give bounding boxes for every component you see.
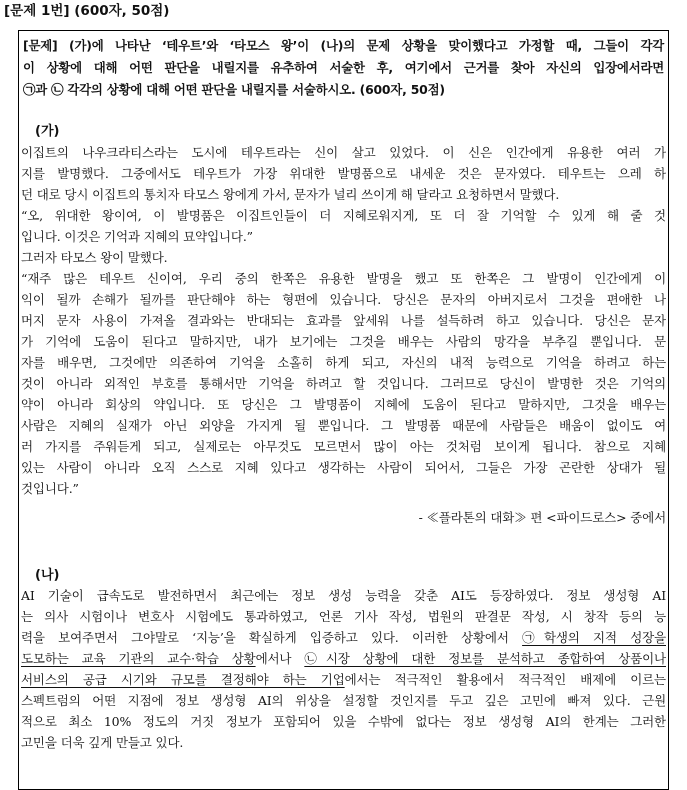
passage-line: 지를 발명했다. 그중에서도 테우트가 가장 위대한 발명품으로 내세운 것은 문자였다. 테우트는 으레 하 bbox=[21, 166, 666, 181]
passage-line: 고민을 더욱 깊게 만들고 있다. bbox=[21, 735, 184, 750]
passage-line: 있는 사람이 아니라 오직 스스로 지혜 있다고 생각하는 사람이 되어서, 그들은 가장 곤란한 상대가 될 bbox=[21, 460, 666, 475]
passage-line: “재주 많은 테우트 신이여, 우리 중의 한쪽은 유용한 발명을 했고 또 한쪽은 그 발명이 인간에게 이 bbox=[21, 271, 666, 286]
passage-line: “오, 위대한 왕이여, 이 발명품은 이집트인들이 더 지혜로워지게, 또 더 잘 기억할 수 있게 해 줄 것 bbox=[21, 208, 666, 223]
section-b-passage bbox=[21, 585, 666, 753]
passage-line: 이집트의 나우크라티스라는 도시에 테우트라는 신이 살고 있었다. 이 신은 인간에게 유용한 여러 가 bbox=[21, 145, 666, 160]
problem-frame bbox=[18, 30, 669, 790]
passage-line: 머지 문자 사용이 가져올 결과와는 반대되는 효과를 앞세워 나를 설득하려 하고 있습니다. 당신은 문자 bbox=[21, 313, 666, 328]
passage-text: 력을 보여주면서 그야말로 ‘지능’을 확실하게 입증하고 있다. 이러한 상황에서 bbox=[21, 630, 523, 645]
passage-line: 가 기억에 도움이 된다고 말하지만, 내가 보기에는 그것을 배우는 사람의 망각을 부추길 뿐입니다. 문 bbox=[21, 334, 666, 349]
passage-line bbox=[21, 669, 666, 690]
underlined-phrase-a: 도모하는 교육 기관의 교수·학습 상황 bbox=[21, 651, 256, 666]
source-citation: - ≪플라톤의 대화≫ 편 <파이드로스> 중에서 bbox=[418, 510, 666, 525]
passage-line bbox=[21, 648, 666, 669]
passage-line: 적으로 최소 10% 정도의 거짓 정보가 포함되어 있을 수밖에 없다는 정보 생성형 AI의 한계는 그러한 bbox=[21, 714, 666, 729]
question-line: 이 상황에 대해 어떤 판단을 내릴지를 유추하여 서술한 후, 여기에서 근거를 찾아 자신의 입장에서라면 bbox=[23, 60, 664, 75]
problem-header: [문제 1번] (600자, 50점) bbox=[4, 3, 170, 19]
question-line: ㉠과 ㉡ 각각의 상황에 대해 어떤 판단을 내릴지를 서술하시오. (600자, 50점) bbox=[23, 82, 445, 97]
passage-line: 약이 아니라 회상의 약입니다. 또 당신은 그 발명품이 지혜에 도움이 된다고 말하지만, 그것을 배우는 bbox=[21, 397, 666, 412]
passage-line: 는 의사 시험이나 변호사 시험에도 통과하였고, 언론 기사 작성, 법원의 판결문 작성, 시 창작 등의 능 bbox=[21, 609, 666, 624]
underlined-phrase-b: 서비스의 공급 시기와 규모를 결정해야 하는 기업 bbox=[21, 672, 345, 687]
passage-line bbox=[21, 627, 666, 648]
passage-line: 러 가지를 주워듣게 되고, 실제로는 아무것도 모르면서 많이 아는 것처럼 보이게 됩니다. 참으로 지혜 bbox=[21, 439, 666, 454]
underlined-phrase-a: ㉠학생의 지적 성장을 bbox=[522, 630, 666, 645]
section-a-passage bbox=[21, 142, 666, 528]
passage-line: 것이 아니라 외적인 부호를 통해서만 기억을 하려고 할 것입니다. 그러므로 당신이 발명한 것은 기억의 bbox=[21, 376, 666, 391]
question-line: [문제] (가)에 나타난 ‘테우트’와 ‘타모스 왕’이 (나)의 문제 상황을 맞이했다고 가정할 때, 그들이 각각 bbox=[23, 38, 664, 53]
section-a-label: (가) bbox=[35, 124, 60, 139]
passage-line: 던 대로 당시 이집트의 통치자 타모스 왕에게 가서, 문자가 널리 쓰이게 해 달라고 요청하면서 말했다. bbox=[21, 187, 560, 202]
passage-line: 자를 배우면, 그것에만 의존하여 기억을 소홀히 하게 되고, 자신의 내적 능력으로 기억을 하려고 하는 bbox=[21, 355, 666, 370]
passage-text: 에서는 적극적인 활용에서 적극적인 배제에 이르는 bbox=[344, 672, 666, 687]
passage-text: 에서나 bbox=[255, 651, 305, 666]
passage-line: 입니다. 이것은 기억과 지혜의 묘약입니다.” bbox=[21, 229, 253, 244]
underlined-phrase-b: ㉡시장 상황에 대한 정보를 분석하고 종합하여 상품이나 bbox=[304, 651, 666, 666]
passage-line: 사람은 지혜의 실재가 아닌 외양을 가지게 될 뿐입니다. 그 발명품 때문에 사람들은 배움이 없이도 여 bbox=[21, 418, 666, 433]
passage-line: AI 기술이 급속도로 발전하면서 최근에는 정보 생성 능력을 갖춘 AI도 등장하였다. 정보 생성형 AI bbox=[21, 588, 666, 603]
section-b-label: (나) bbox=[35, 568, 60, 583]
passage-line: 그러자 타모스 왕이 말했다. bbox=[21, 250, 168, 265]
question-text bbox=[23, 35, 664, 101]
passage-line: 스펙트럼의 어떤 지점에 정보 생성형 AI의 위상을 설정할 것인지를 두고 깊은 고민에 빠져 있다. 근원 bbox=[21, 693, 666, 708]
passage-line: 익이 될까 손해가 될까를 판단해야 하는 형편에 있습니다. 당신은 문자의 아버지로서 그것을 편애한 나 bbox=[21, 292, 666, 307]
passage-line: 것입니다.” bbox=[21, 481, 79, 496]
